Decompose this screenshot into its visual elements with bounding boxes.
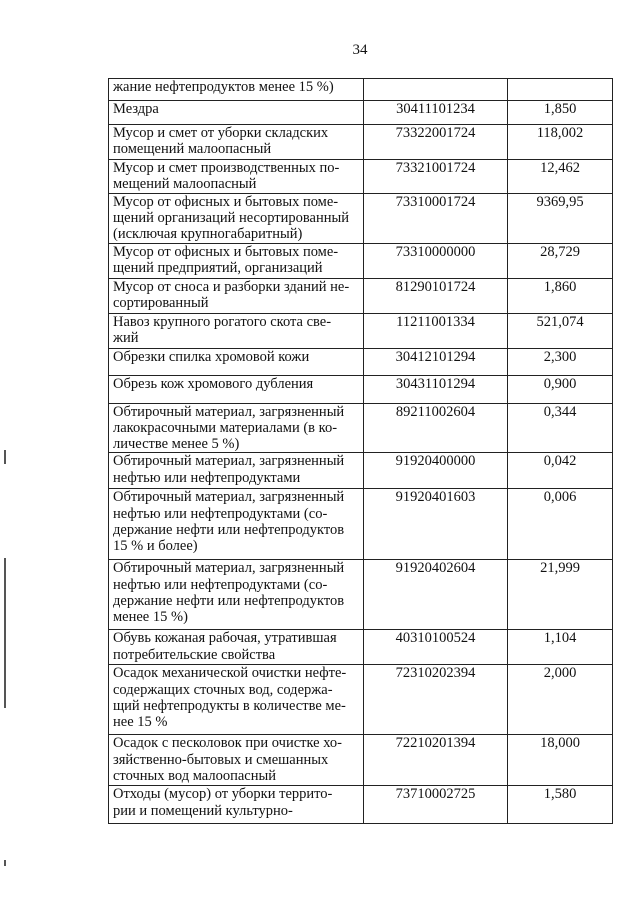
waste-amount-cell — [508, 735, 613, 786]
waste-code-cell-text: 91920400000 — [395, 453, 476, 470]
waste-amount-cell-text: 0,042 — [543, 453, 577, 470]
table-row — [109, 453, 613, 489]
waste-name-cell-text: Обтирочный материал, загрязненный нефтью или нефтепродуктами (со- держание нефти или нефтепродуктов 15 % и более) — [113, 489, 345, 555]
waste-code-cell-text: 11211001334 — [396, 313, 475, 330]
waste-code-cell — [364, 101, 508, 125]
waste-amount-cell — [508, 193, 613, 243]
waste-code-cell — [364, 160, 508, 194]
waste-code-cell — [364, 348, 508, 375]
waste-name-cell — [109, 630, 364, 665]
table-row — [109, 560, 613, 630]
waste-amount-cell — [508, 375, 613, 403]
waste-name-cell-text: Мусор и смет от уборки складских помещений малоопасный — [113, 125, 329, 158]
waste-amount-cell — [508, 560, 613, 630]
waste-code-cell — [364, 453, 508, 489]
table-row — [109, 160, 613, 194]
waste-amount-cell-text: 0,344 — [543, 403, 577, 420]
table-row — [109, 375, 613, 403]
waste-name-cell-text: Отходы (мусор) от уборки террито- рии и помещений культурно- — [113, 786, 333, 819]
waste-amount-cell — [508, 453, 613, 489]
waste-name-cell — [109, 665, 364, 735]
waste-amount-cell-text: 1,860 — [543, 278, 577, 295]
waste-name-cell — [109, 160, 364, 194]
waste-amount-cell — [508, 313, 613, 348]
waste-amount-cell-text: 12,462 — [540, 160, 580, 176]
table-row — [109, 101, 613, 125]
waste-code-cell-text: 73710002725 — [395, 786, 476, 803]
waste-code-cell — [364, 243, 508, 278]
waste-name-cell — [109, 375, 364, 403]
waste-name-cell — [109, 79, 364, 101]
waste-amount-cell-text: 1,580 — [543, 786, 577, 803]
waste-amount-cell-text: 28,729 — [540, 243, 580, 260]
waste-name-cell-text: Осадок с песколовок при очистке хо- зяйственно-бытовых и смешанных сточных вод малоопасный — [113, 735, 343, 785]
waste-amount-cell — [508, 101, 613, 125]
waste-amount-cell — [508, 348, 613, 375]
table-row — [109, 278, 613, 313]
waste-amount-cell-text: 18,000 — [540, 735, 580, 752]
waste-table — [108, 78, 613, 824]
waste-name-cell-text: Навоз крупного рогатого скота све- жий — [113, 313, 332, 346]
table-row — [109, 313, 613, 348]
waste-amount-cell-text: 0,900 — [543, 375, 577, 392]
table-row — [109, 193, 613, 243]
waste-name-cell — [109, 101, 364, 125]
waste-code-cell — [364, 375, 508, 403]
waste-code-cell-text: 30431101294 — [395, 375, 476, 392]
waste-name-cell-text: Мусор и смет производственных по- мещений малоопасный — [113, 160, 340, 193]
waste-code-cell — [364, 278, 508, 313]
waste-amount-cell-text: 1,104 — [543, 630, 577, 647]
waste-amount-cell — [508, 79, 613, 101]
waste-code-cell-text: 73310000000 — [395, 243, 476, 260]
waste-code-cell — [364, 665, 508, 735]
waste-code-cell-text: 89211002604 — [395, 403, 476, 420]
margin-marks — [4, 450, 6, 890]
waste-amount-cell — [508, 125, 613, 160]
waste-code-cell-text: 72310202394 — [395, 665, 476, 682]
waste-code-cell — [364, 313, 508, 348]
waste-name-cell — [109, 453, 364, 489]
waste-code-cell — [364, 125, 508, 160]
waste-code-cell-text: 40310100524 — [395, 630, 476, 647]
table-row — [109, 489, 613, 560]
table-row — [109, 735, 613, 786]
waste-amount-cell — [508, 665, 613, 735]
waste-name-cell — [109, 403, 364, 453]
waste-code-cell — [364, 79, 508, 101]
waste-amount-cell — [508, 278, 613, 313]
waste-name-cell-text: Мусор от офисных и бытовых поме- щений предприятий, организаций — [113, 243, 339, 276]
table-row — [109, 348, 613, 375]
table-row — [109, 125, 613, 160]
table-row — [109, 403, 613, 453]
table-row — [109, 243, 613, 278]
waste-name-cell — [109, 560, 364, 630]
waste-name-cell-text: Обтирочный материал, загрязненный лакокрасочными материалами (в ко- личестве менее 5 %) — [113, 403, 345, 453]
waste-amount-cell — [508, 489, 613, 560]
waste-name-cell-text: Мездра — [113, 101, 159, 117]
waste-name-cell — [109, 243, 364, 278]
page-number: 34 — [352, 42, 368, 58]
waste-code-cell — [364, 735, 508, 786]
waste-code-cell — [364, 403, 508, 453]
waste-code-cell — [364, 786, 508, 824]
waste-name-cell-text: Обтирочный материал, загрязненный нефтью или нефтепродуктами — [113, 453, 345, 486]
waste-name-cell-text: Обрезки спилка хромовой кожи — [113, 348, 310, 365]
waste-code-cell-text: 72210201394 — [395, 735, 476, 752]
waste-code-cell-text: 30411101234 — [396, 101, 475, 117]
waste-amount-cell-text: 2,000 — [543, 665, 577, 682]
waste-name-cell — [109, 278, 364, 313]
waste-amount-cell-text: 21,999 — [540, 560, 580, 577]
waste-amount-cell-text: 2,300 — [543, 348, 577, 365]
table-row — [109, 630, 613, 665]
waste-name-cell — [109, 348, 364, 375]
table-row — [109, 786, 613, 824]
waste-name-cell — [109, 735, 364, 786]
waste-amount-cell-text: 1,850 — [543, 101, 577, 117]
waste-amount-cell — [508, 243, 613, 278]
waste-code-cell-text: 73310001724 — [395, 193, 476, 210]
waste-name-cell-text: жание нефтепродуктов менее 15 %) — [113, 79, 334, 95]
waste-name-cell — [109, 125, 364, 160]
waste-amount-cell — [508, 630, 613, 665]
waste-code-cell-text: 73321001724 — [395, 160, 476, 176]
waste-code-cell — [364, 489, 508, 560]
waste-name-cell-text: Осадок механической очистки нефте- содержащих сточных вод, содержа- щий нефтепродукты в количестве ме- нее 15 % — [113, 665, 347, 731]
waste-code-cell-text: 91920402604 — [395, 560, 476, 577]
waste-code-cell-text: 91920401603 — [395, 489, 476, 506]
waste-amount-cell — [508, 403, 613, 453]
waste-code-cell-text: 73322001724 — [395, 125, 476, 141]
waste-amount-cell-text: 521,074 — [536, 313, 584, 330]
waste-name-cell-text: Мусор от офисных и бытовых поме- щений организаций несортированный (исключая крупногабаритный) — [113, 193, 349, 243]
table-row — [109, 665, 613, 735]
waste-amount-cell-text: 9369,95 — [536, 193, 584, 210]
waste-code-cell — [364, 630, 508, 665]
waste-name-cell-text: Мусор от сноса и разборки зданий не- сортированный — [113, 278, 350, 311]
waste-amount-cell — [508, 786, 613, 824]
table-row — [109, 79, 613, 101]
waste-code-cell-text: 81290101724 — [395, 278, 476, 295]
waste-amount-cell-text: 118,002 — [536, 125, 584, 141]
waste-name-cell-text: Обрезь кож хромового дубления — [113, 375, 314, 392]
waste-amount-cell — [508, 160, 613, 194]
waste-name-cell-text: Обувь кожаная рабочая, утратившая потребительские свойства — [113, 630, 337, 663]
waste-name-cell-text: Обтирочный материал, загрязненный нефтью или нефтепродуктами (со- держание нефти или нефтепродуктов менее 15 %) — [113, 560, 345, 626]
waste-name-cell — [109, 313, 364, 348]
waste-name-cell — [109, 489, 364, 560]
waste-amount-cell-text: 0,006 — [543, 489, 577, 506]
waste-code-cell — [364, 193, 508, 243]
waste-name-cell — [109, 193, 364, 243]
waste-code-cell-text: 30412101294 — [395, 348, 476, 365]
waste-code-cell — [364, 560, 508, 630]
waste-name-cell — [109, 786, 364, 824]
